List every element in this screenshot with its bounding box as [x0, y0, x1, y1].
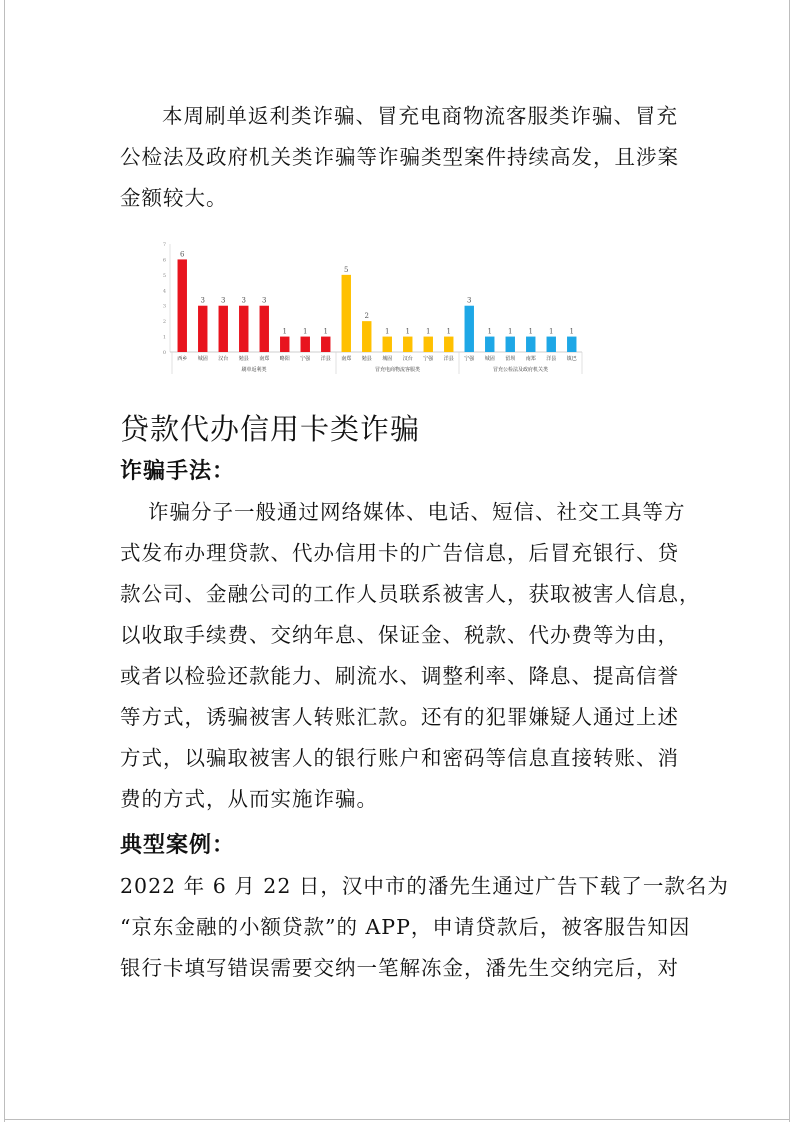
- bar: [444, 337, 453, 352]
- method-line: 诈骗分子一般通过网络媒体、电话、短信、社交工具等方: [148, 500, 686, 524]
- page-border-right: [789, 0, 790, 1122]
- bar: [424, 337, 433, 352]
- category-label: 南郑: [259, 356, 270, 362]
- category-label: 汉台: [402, 356, 413, 362]
- data-label: 5: [344, 265, 349, 274]
- data-label: 1: [487, 327, 492, 336]
- data-label: 1: [303, 327, 308, 336]
- bar: [567, 337, 576, 352]
- y-tick-label: 6: [162, 257, 166, 264]
- category-label: 城固: [197, 356, 208, 362]
- method-line: 或者以检验还款能力、刷流水、调整利率、降息、提高信誉: [120, 664, 679, 688]
- data-label: 3: [221, 296, 226, 305]
- category-label: 洋县: [443, 356, 454, 362]
- data-label: 1: [282, 327, 287, 336]
- method-line: 方式，以骗取被害人的银行账户和密码等信息直接转账、消: [120, 746, 679, 770]
- bar: [547, 337, 556, 352]
- bar: [342, 275, 351, 352]
- group-label: 冒充公检法及政府机关类: [492, 367, 549, 373]
- data-label: 1: [405, 327, 410, 336]
- data-label: 3: [241, 296, 246, 305]
- method-line: 费的方式，从而实施诈骗。: [120, 787, 378, 811]
- data-label: 3: [262, 296, 267, 305]
- bar: [260, 306, 269, 352]
- category-label: 宁强: [300, 356, 311, 362]
- category-label: 宁强: [464, 356, 475, 362]
- category-label: 镇巴: [566, 356, 577, 362]
- data-label: 3: [200, 296, 205, 305]
- bar: [506, 337, 515, 352]
- bar: [239, 306, 248, 352]
- bar: [321, 337, 330, 352]
- bar: [526, 337, 535, 352]
- data-label: 1: [549, 327, 554, 336]
- method-line: 以收取手续费、交纳年息、保证金、税款、代办费等为由，: [120, 623, 679, 647]
- page-border-bottom: [4, 1119, 790, 1120]
- case-paragraph: [120, 866, 729, 989]
- bar: [465, 306, 474, 352]
- data-label: 2: [364, 312, 369, 321]
- bar: [219, 306, 228, 352]
- bar: [383, 337, 392, 352]
- bar: [403, 337, 412, 352]
- data-label: 1: [528, 327, 533, 336]
- case-heading: 典型案例：: [120, 833, 236, 858]
- y-tick-label: 1: [162, 334, 166, 341]
- data-label: 3: [467, 296, 472, 305]
- method-paragraph: [120, 492, 701, 820]
- y-tick-label: 4: [162, 288, 166, 295]
- data-label: 1: [508, 327, 513, 336]
- category-label: 西乡: [177, 356, 188, 362]
- y-tick-label: 3: [162, 303, 166, 310]
- data-label: 6: [180, 250, 185, 259]
- category-label: 勉县: [361, 356, 372, 362]
- bar: [280, 337, 289, 352]
- category-label: 略阳: [279, 356, 290, 362]
- category-label: 汉台: [218, 356, 229, 362]
- bar: [362, 321, 371, 352]
- bar: [301, 337, 310, 352]
- data-label: 1: [569, 327, 574, 336]
- data-label: 1: [426, 327, 431, 336]
- data-label: 1: [323, 327, 328, 336]
- bar: [198, 306, 207, 352]
- case-line: 2022 年 6 月 22 日，汉中市的潘先生通过广告下载了一款名为: [120, 874, 729, 898]
- group-label: 冒充电商物流客服类: [374, 367, 421, 373]
- category-label: 洋县: [546, 356, 557, 362]
- page-border-left: [4, 0, 5, 1122]
- y-tick-label: 0: [162, 350, 166, 356]
- y-tick-label: 5: [162, 272, 166, 279]
- category-label: 南郑: [525, 356, 536, 362]
- intro-paragraph: [120, 96, 680, 219]
- method-line: 式发布办理贷款、代办信用卡的广告信息，后冒充银行、贷: [120, 541, 679, 565]
- category-label: 留坝: [505, 356, 516, 362]
- data-label: 1: [446, 327, 451, 336]
- category-label: 南郑: [341, 356, 352, 362]
- category-label: 勉县: [238, 356, 249, 362]
- section-title: 贷款代办信用卡类诈骗: [120, 412, 421, 446]
- category-label: 城固: [484, 356, 495, 362]
- method-heading: 诈骗手法：: [120, 459, 236, 484]
- y-tick-label: 2: [162, 319, 166, 326]
- fraud-type-bar-chart: [160, 238, 585, 380]
- intro-line: 金额较大。: [120, 186, 228, 210]
- category-label: 洋县: [320, 356, 331, 362]
- group-label: 刷单返利类: [241, 367, 267, 373]
- data-label: 1: [385, 327, 390, 336]
- case-line: 银行卡填写错误需要交纳一笔解冻金，潘先生交纳完后，对: [120, 956, 679, 980]
- bar: [178, 259, 187, 352]
- case-line: “京东金融的小额贷款”的 APP，申请贷款后，被客服告知因: [120, 915, 691, 939]
- intro-line: 本周刷单返利类诈骗、冒充电商物流客服类诈骗、冒充: [162, 104, 678, 128]
- method-line: 款公司、金融公司的工作人员联系被害人，获取被害人信息，: [120, 582, 701, 606]
- category-label: 宁强: [423, 356, 434, 362]
- category-label: 城固: [382, 356, 393, 362]
- y-tick-label: 7: [162, 242, 166, 248]
- bar: [485, 337, 494, 352]
- intro-line: 公检法及政府机关类诈骗等诈骗类型案件持续高发，且涉案: [120, 145, 679, 169]
- method-line: 等方式，诱骗被害人转账汇款。还有的犯罪嫌疑人通过上述: [120, 705, 679, 729]
